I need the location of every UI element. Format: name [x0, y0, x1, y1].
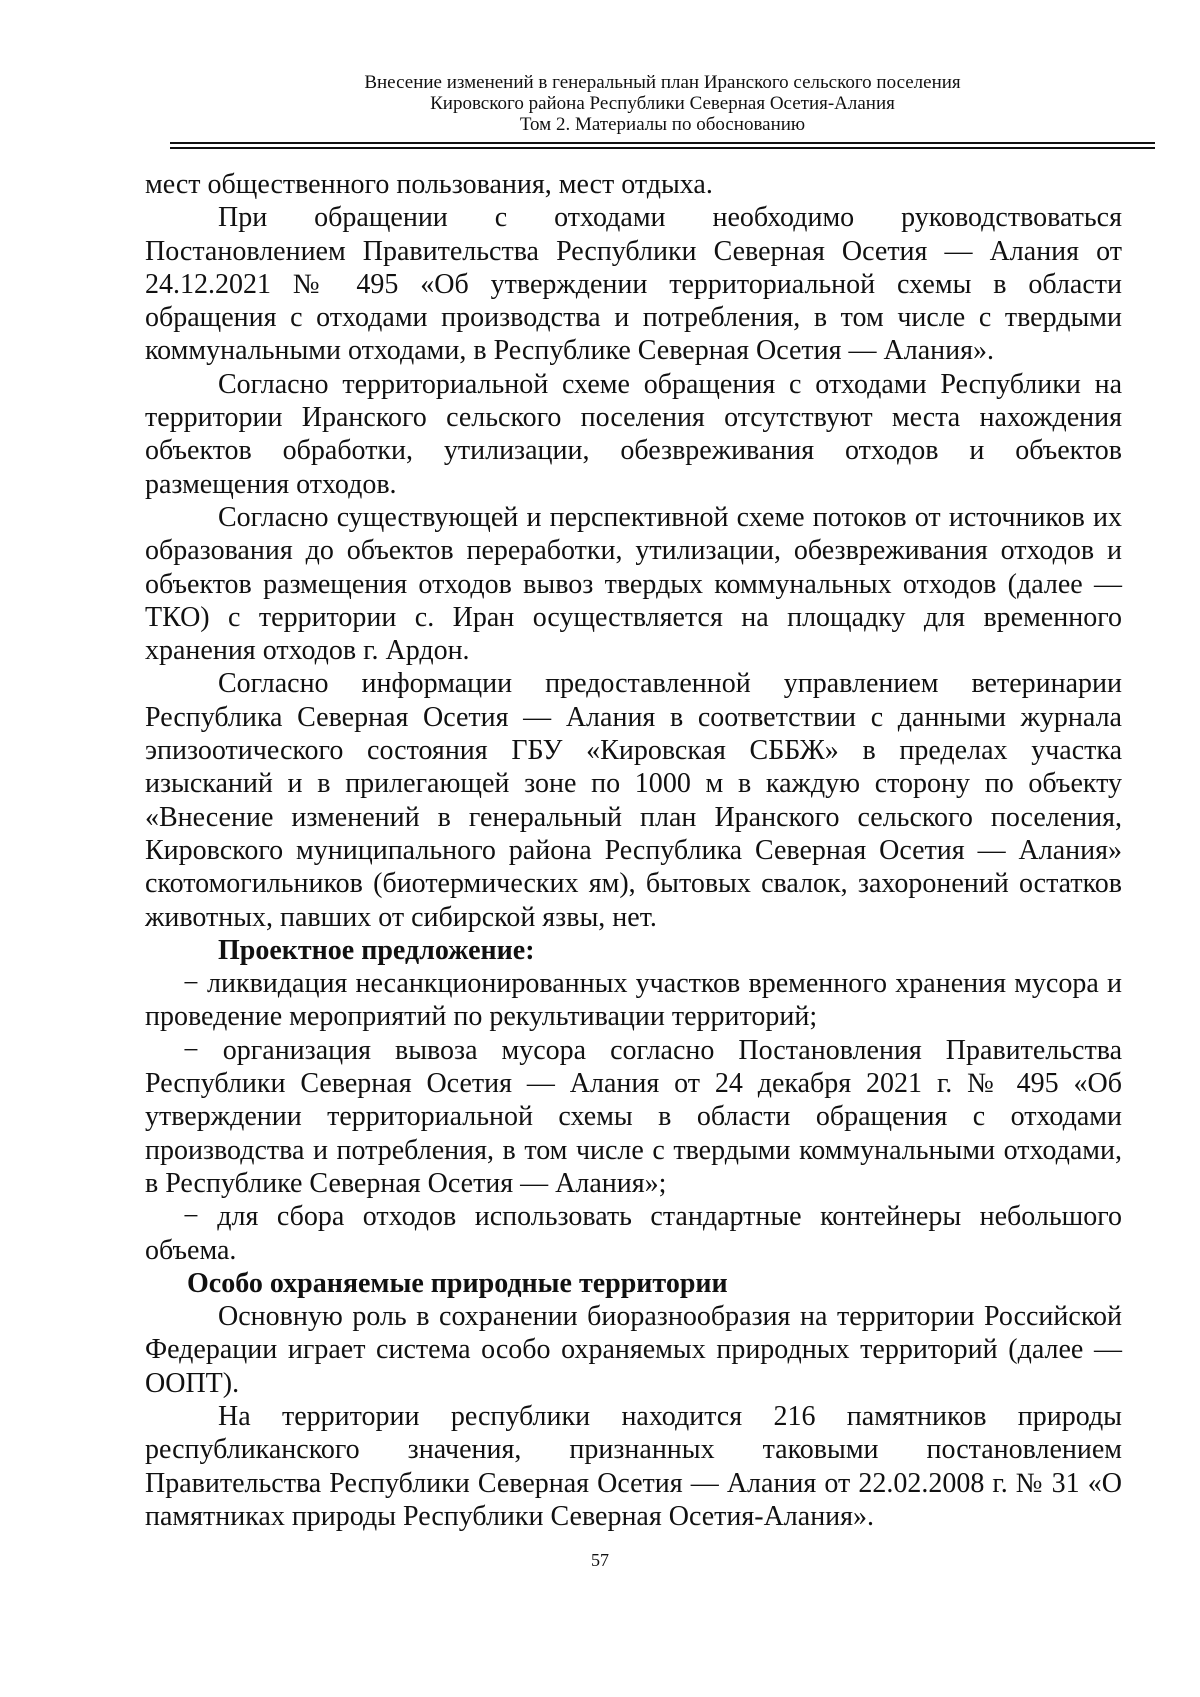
document-body	[145, 168, 1122, 1533]
paragraph-continuation: мест общественного пользования, мест отдыха.	[145, 169, 713, 200]
list-item-liquidation: − ликвидация несанкционированных участков временного хранения мусора и проведение мероприятий по рекультивации территорий;	[145, 968, 1122, 1033]
paragraph-veterinary-info: Согласно информации предоставленной управлением ветеринарии Республика Северная Осетия — Алания в соответствии с данными журнала эпизоотического состояния ГБУ «Кировская СББЖ» в пределах участка изысканий и в прилегающей зоне по 1000 м в каждую сторону по объекту «Внесение изменений в генеральный план Иранского сельского поселения, Кировского муниципального района Республика Северная Осетия — Алания» скотомогильников (биотермических ям), бытовых свалок, захоронений остатков животных, павших от сибирской язвы, нет.	[145, 668, 1122, 933]
heading-project-proposal: Проектное предложение:	[218, 934, 535, 966]
paragraph-biodiversity: Основную роль в сохранении биоразнообразия на территории Российской Федерации играет система особо охраняемых природных территорий (далее — ООПТ).	[145, 1301, 1122, 1399]
paragraph-waste-regulation: При обращении с отходами необходимо руководствоваться Постановлением Правительства Республики Северная Осетия — Алания от 24.12.2021 № 495 «Об утверждении территориальной схемы в области обращения с отходами производства и потребления, в том числе с твердыми коммунальными отходами, в Республике Северная Осетия — Алания».	[145, 202, 1122, 367]
running-header	[170, 72, 1155, 135]
list-item-containers: − для сбора отходов использовать стандартные контейнеры небольшого объема.	[145, 1201, 1122, 1266]
header-line-3: Том 2. Материалы по обоснованию	[519, 114, 806, 135]
list-item-removal: − организация вывоза мусора согласно Постановления Правительства Республики Северная Осетия — Алания от 24 декабря 2021 г. № 495 «Об утверждении территориальной схемы в области обращения с отходами производства и потребления, в том числе с твердыми коммунальными отходами, в Республике Северная Осетия — Алания»;	[145, 1034, 1122, 1199]
header-line-2: Кировского района Республики Северная Осетия-Алания	[430, 93, 895, 114]
header-line-1: Внесение изменений в генеральный план Иранского сельского поселения	[364, 72, 961, 93]
page-number: 57	[591, 1550, 609, 1570]
header-double-rule	[170, 142, 1155, 149]
paragraph-waste-flows: Согласно существующей и перспективной схеме потоков от источников их образования до объектов переработки, утилизации, обезвреживания отходов и объектов размещения отходов вывоз твердых коммунальных отходов (далее — ТКО) с территории с. Иран осуществляется на площадку для временного хранения отходов г. Ардон.	[145, 501, 1122, 667]
heading-protected-areas: Особо охраняемые природные территории	[187, 1267, 728, 1299]
paragraph-nature-monuments: На территории республики находится 216 памятников природы республиканского значения, признанных таковыми постановлением Правительства Республики Северная Осетия — Алания от 22.02.2008 г. № 31 «О памятниках природы Республики Северная Осетия-Алания».	[145, 1400, 1122, 1532]
paragraph-territorial-scheme: Согласно территориальной схеме обращения с отходами Республики на территории Иранского сельского поселения отсутствуют места нахождения объектов обработки, утилизации, обезвреживания отходов и объектов размещения отходов.	[145, 368, 1122, 500]
